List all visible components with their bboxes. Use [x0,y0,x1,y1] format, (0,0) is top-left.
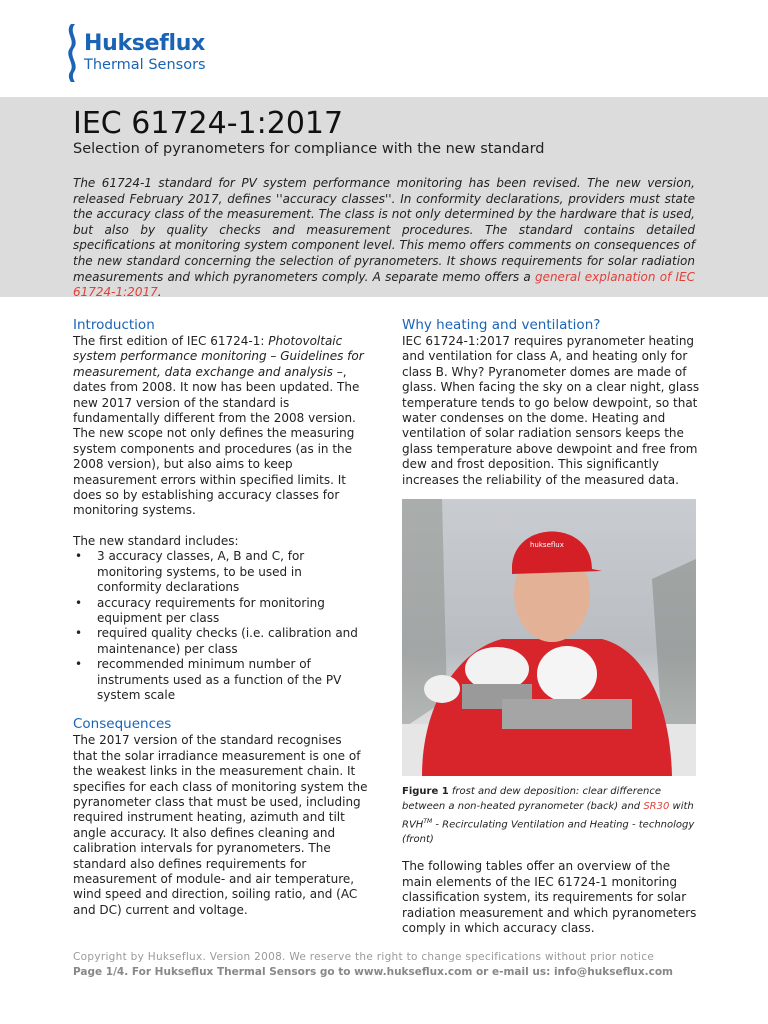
logo-wave-icon [62,22,80,84]
page-subtitle: Selection of pyranometers for compliance with the new standard [73,141,545,157]
caption-text: - Recirculating Ventilation and Heating - technology (front) [402,819,695,846]
abstract [73,176,695,301]
intro-text-b: , dates from 2008. It now has been updated. The new 2017 version of the standard is fundamentally different from the 2008 version. The new scope not only defines the measuring system components and procedures (as in the 2008 version), but also aims to keep measurement errors within specified limits. It does so by establishing accuracy classes for monitoring systems. [73,364,360,518]
standard-includes-list [73,549,369,703]
contact-line: Page 1/4. For Hukseflux Thermal Sensors go to www.hukseflux.com or e-mail us: info@hukseflux.com [73,966,673,978]
consequences-paragraph: The 2017 version of the standard recognises that the solar irradiance measurement is one of the weakest links in the measurement chain. It specifies for each class of monitoring system the pyranometer class that must be used, including required instrument heating, azimuth and tilt angle accuracy. It also defines cleaning and calibration intervals for pyranometers. The standard also defines requirements for measurement of module- and air temperature, wind speed and direction, soiling ratio, and (AC and DC) current and voltage. [73,733,368,917]
caption-text: with RVH [402,801,694,831]
list-item: • 3 accuracy classes, A, B and C, for monitoring systems, to be used in conformity declarations [73,549,369,595]
figure-label: Figure 1 [402,786,449,798]
trademark: TM [423,818,433,826]
list-item: • required quality checks (i.e. calibration and maintenance) per class [73,626,369,657]
introduction-paragraph [73,334,369,519]
figure-photo [402,499,696,776]
figure-caption [402,784,702,847]
general-explanation-link[interactable]: general explanation of IEC 61724-1:2017 [73,269,695,300]
consequences-heading: Consequences [73,716,172,733]
intro-text-a: The first edition of IEC 61724-1: [73,334,269,348]
abstract-end: . [157,285,162,300]
caption-text: frost and dew deposition: clear difference between a non-heated pyranometer (back) and [402,786,662,813]
left-column [73,316,369,933]
page-title: IEC 61724-1:2017 [73,106,344,141]
list-item: • accuracy requirements for monitoring equipment per class [73,596,369,627]
heating-paragraph: IEC 61724-1:2017 requires pyranometer heating and ventilation for class A, and heating only for class B. Why? Pyranometer domes are made of glass. When facing the sky on a clear night, glass temperature tends to go below dewpoint, so that water condenses on the dome. Heating and ventilation of solar radiation sensors keeps the glass temperature above dewpoint and free from dew and frost deposition. This significantly increases the reliability of the measured data. [402,334,700,487]
standard-includes-label: The new standard includes: [73,533,239,548]
tables-intro-paragraph: The following tables offer an overview of the main elements of the IEC 61724-1 monitoring classification system, its requirements for solar radiation measurement and which pyranometers comply in which accuracy class. [402,859,697,936]
list-item: • recommended minimum number of instruments used as a function of the PV system scale [73,657,369,703]
abstract-text: The 61724-1 standard for PV system performance monitoring has been revised. The new version, released February 2017, defines ''accuracy classes''. In conformity declarations, providers must state the accuracy class of the measurement. The class is not only determined by the hardware that is used, but also by quality checks and measurement procedures. The standard contains detailed specifications at monitoring system component level. This memo offers comments on consequences of the new standard concerning the selection of pyranometers. It shows requirements for solar radiation measurements and which pyranometers comply. A separate memo offers a [73,176,695,284]
heating-heading: Why heating and ventilation? [402,317,601,333]
right-column [402,316,702,936]
sr30-link[interactable]: SR30 [643,801,670,813]
hukseflux-logo [62,22,242,82]
intro-text-italic: Photovoltaic system performance monitoring – Guidelines for measurement, data exchange and analysis – [73,334,364,379]
logo-brand: Hukseflux [84,31,205,56]
logo-subtitle: Thermal Sensors [84,57,206,73]
copyright-line: Copyright by Hukseflux. Version 2008. We reserve the right to change specifications without prior notice [73,951,655,963]
photo-illustration [402,499,696,776]
footer [73,950,673,980]
introduction-heading: Introduction [73,317,155,333]
cap-text: hukseflux [530,541,564,550]
